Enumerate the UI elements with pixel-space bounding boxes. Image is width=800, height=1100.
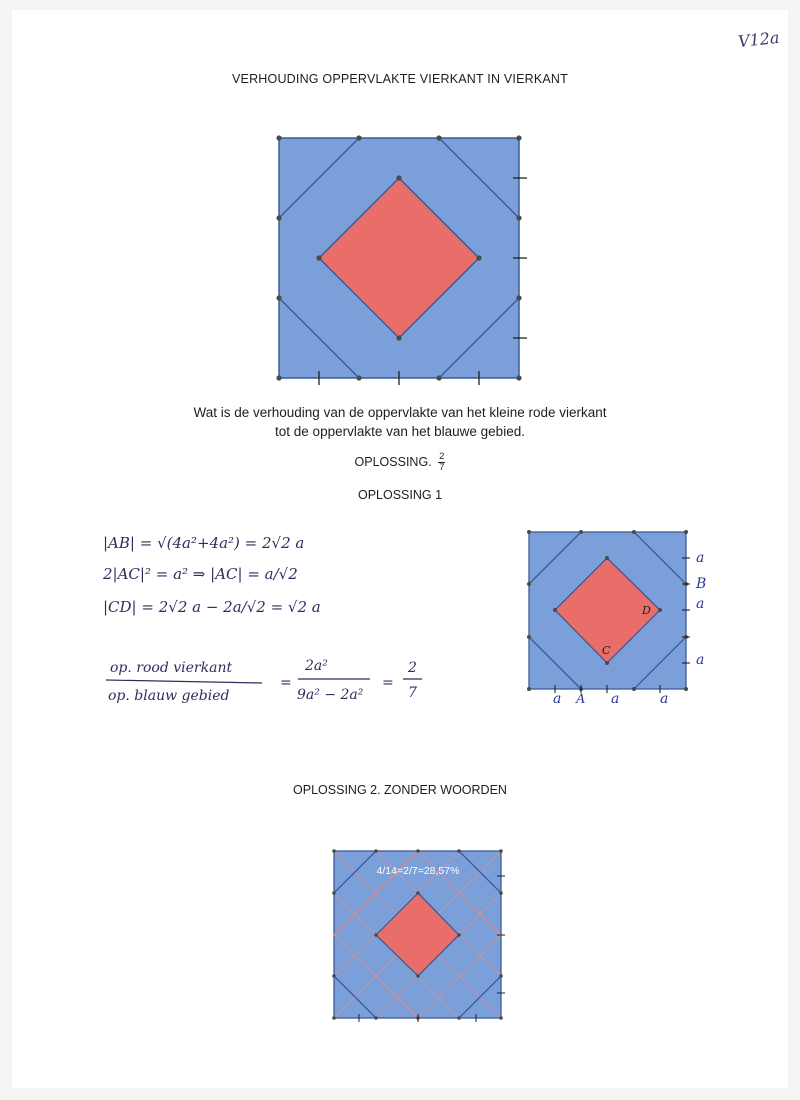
question-text xyxy=(0,403,800,441)
hw-ratio-top: op. rood vierkant xyxy=(110,660,233,676)
page-title: VERHOUDING OPPERVLAKTE VIERKANT IN VIERKANT xyxy=(232,72,568,86)
hw-equals-num: 2 xyxy=(408,660,417,676)
solution-fraction xyxy=(438,452,445,473)
bottom-label-3: a xyxy=(611,691,620,707)
right-label-1: a xyxy=(696,550,705,566)
figure-main xyxy=(270,130,540,390)
point-c-label: C xyxy=(602,644,611,657)
solution-answer xyxy=(0,452,800,473)
solution-label: OPLOSSING. xyxy=(354,454,432,469)
hw-line-1: |AB| = √(4a²+4a²) = 2√2 a xyxy=(103,534,305,552)
bottom-label-4: a xyxy=(660,691,669,707)
bottom-label-2: A xyxy=(576,692,586,707)
figure-labeled xyxy=(515,520,730,710)
point-d-label: D xyxy=(642,604,651,617)
section-1-title: OPLOSSING 1 xyxy=(357,488,443,502)
hw-ratio-bottom: op. blauw gebied xyxy=(108,688,230,704)
section-2-title: OPLOSSING 2. ZONDER WOORDEN xyxy=(293,783,507,797)
hw-line-2: 2|AC|² = a² ⇒ |AC| = a/√2 xyxy=(103,565,298,583)
handwritten-derivation xyxy=(95,510,515,720)
hw-ratio-num: 2a² xyxy=(305,658,328,674)
hw-equals-den: 7 xyxy=(408,685,417,701)
bottom-label-1: a xyxy=(553,691,562,707)
hw-equals-2: = xyxy=(382,675,394,691)
corner-code: V12a xyxy=(737,27,781,52)
hw-line-3: |CD| = 2√2 a − 2a/√2 = √2 a xyxy=(103,598,321,616)
solution-denominator: 7 xyxy=(439,462,445,473)
question-line-2: tot de oppervlakte van het blauwe gebied. xyxy=(275,424,525,439)
right-label-3: a xyxy=(696,596,705,612)
right-label-4: a xyxy=(696,652,705,668)
right-label-2: B xyxy=(696,576,707,592)
hw-equals-1: = xyxy=(280,675,292,691)
hw-ratio-den: 9a² − 2a² xyxy=(297,687,364,703)
question-line-1: Wat is de verhouding van de oppervlakte van het kleine rode vierkant xyxy=(193,405,607,420)
ratio-overlay-text: 4/14=2/7=28,57% xyxy=(376,865,460,877)
figure-without-words xyxy=(325,840,525,1030)
solution-numerator: 2 xyxy=(439,451,445,462)
